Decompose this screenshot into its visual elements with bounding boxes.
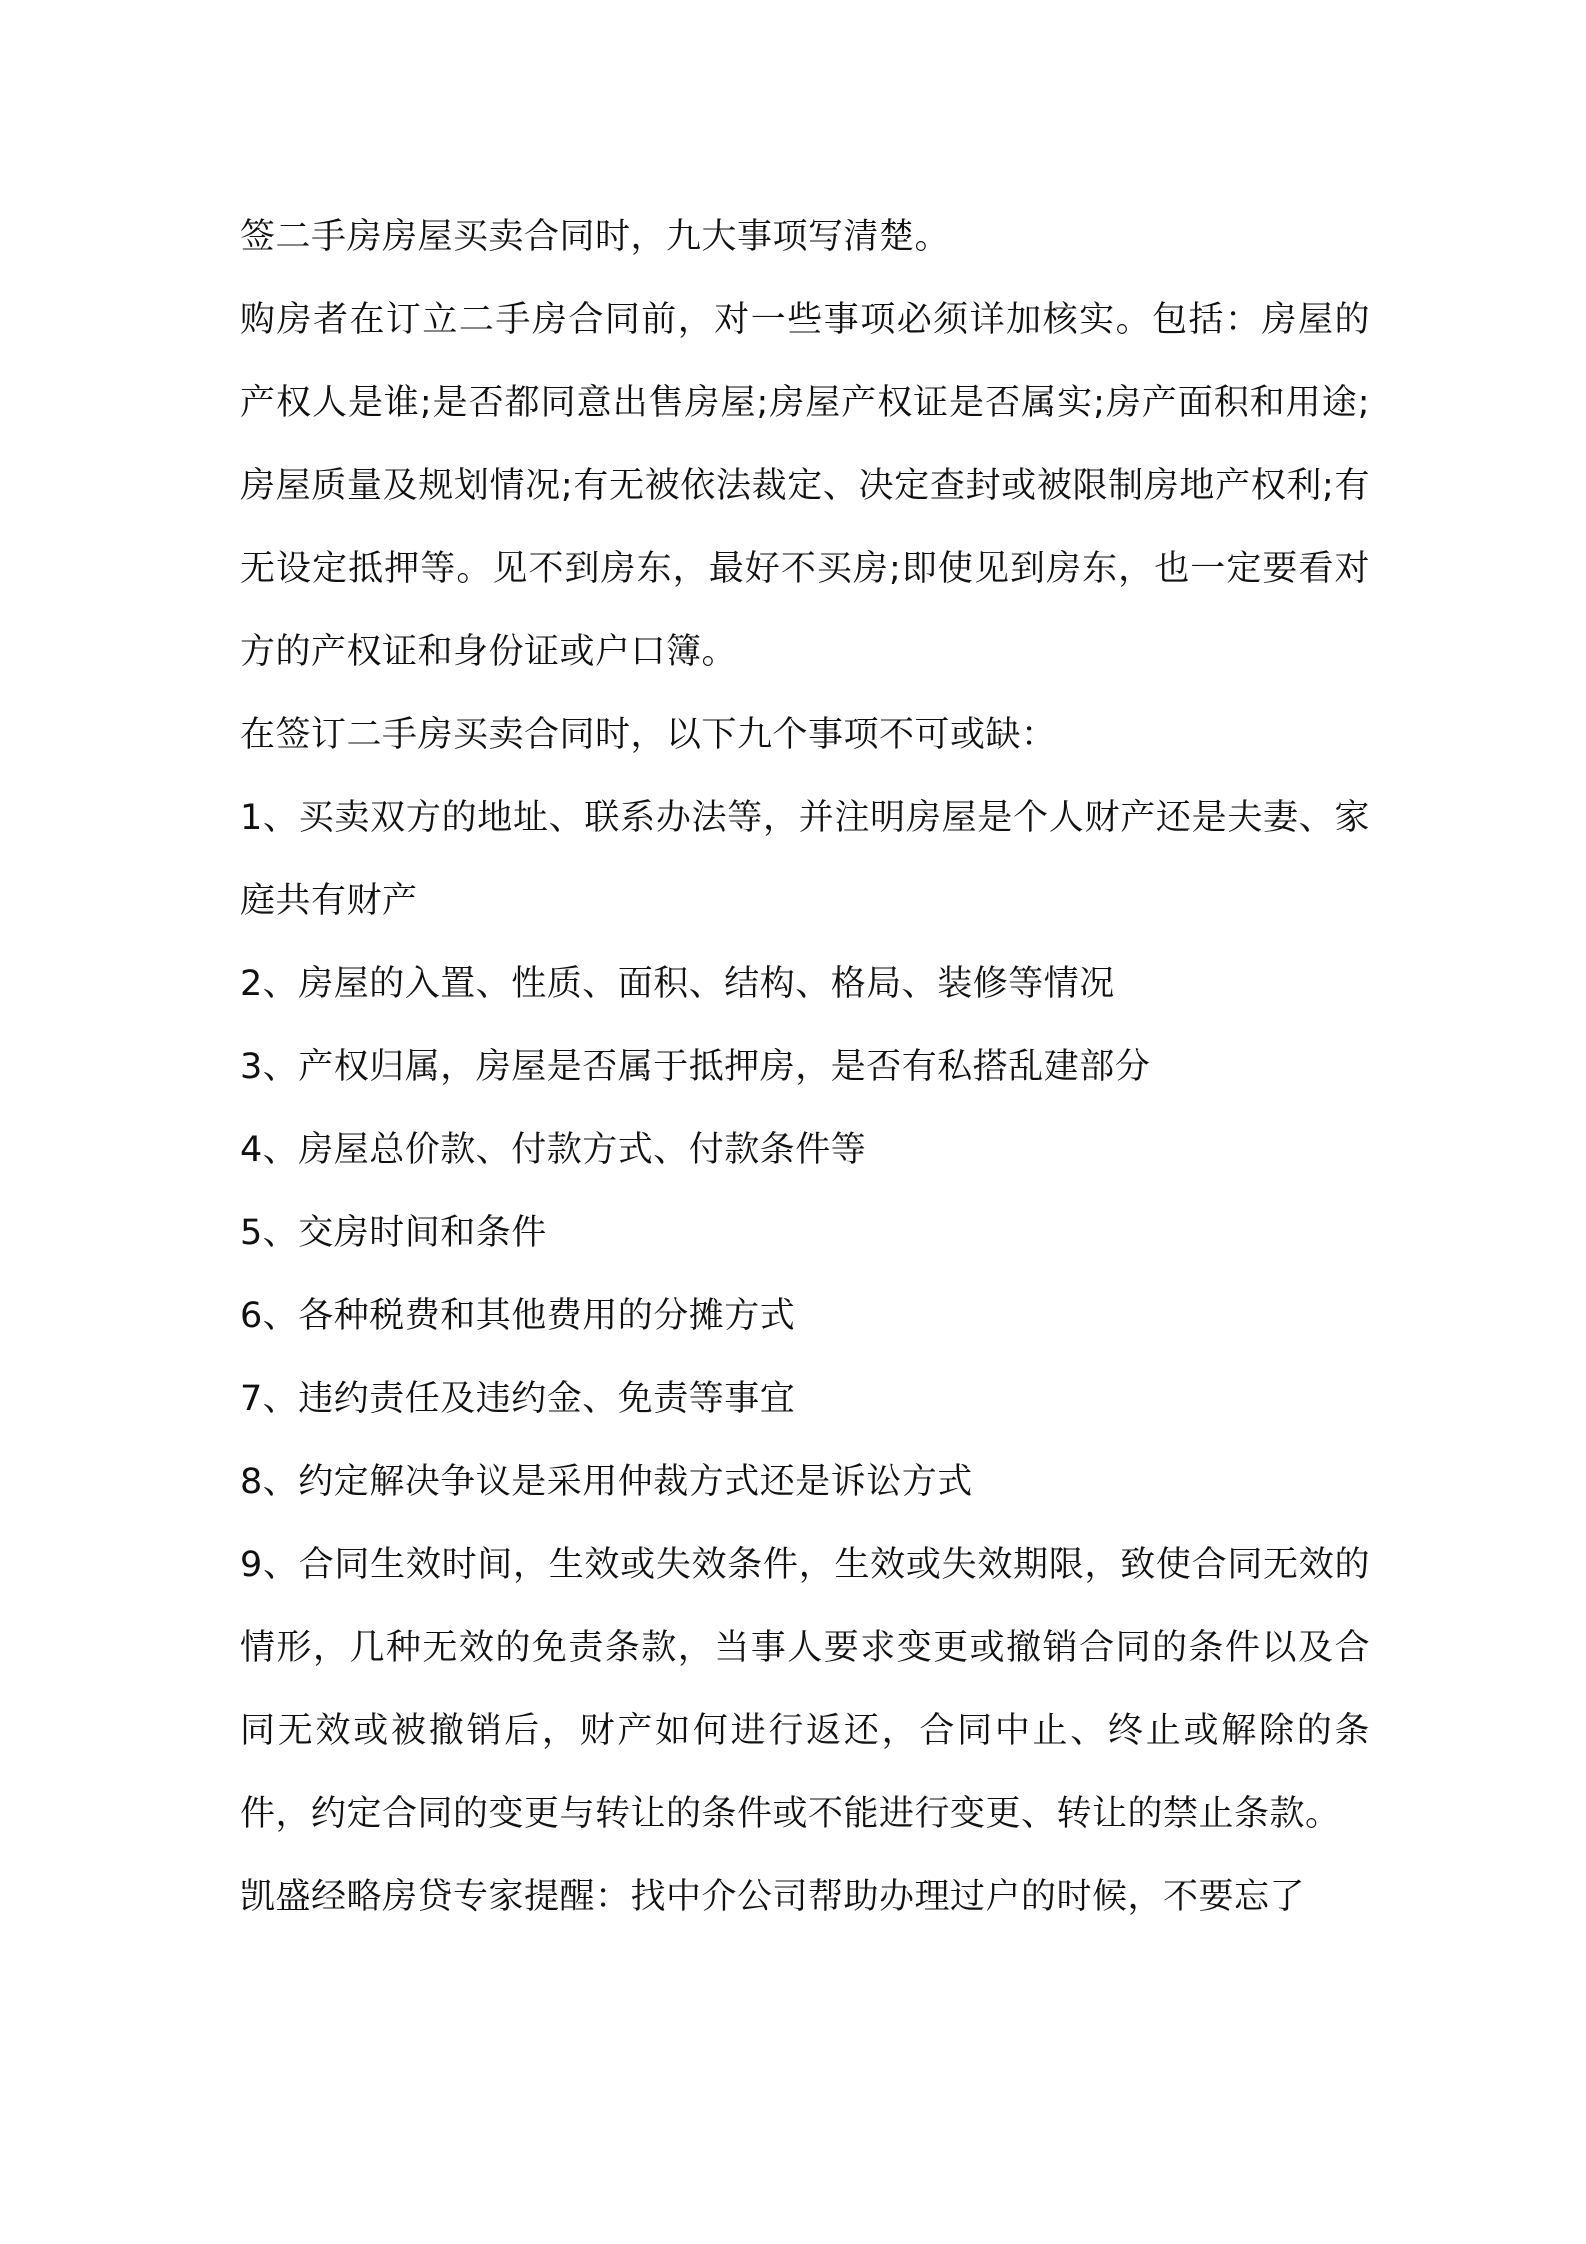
closing-paragraph: 凯盛经略房贷专家提醒：找中介公司帮助办理过户的时候，不要忘了 — [240, 1877, 1306, 1917]
list-item: 2、房屋的入置、性质、面积、结构、格局、装修等情况 — [240, 964, 1115, 1004]
intro-paragraph: 购房者在订立二手房合同前，对一些事项必须详加核实。包括：房屋的产权人是谁;是否都同意出售房屋;房屋产权证是否属实;房产面积和用途;房屋质量及规划情况;有无被依法裁定、决定查封或被限制房地产权利;有无设定抵押等。见不到房东，最好不买房;即使见到房东，也一定要看对方的产权证和身份证或户口簿。 — [240, 300, 1370, 672]
list-heading: 在签订二手房买卖合同时，以下九个事项不可或缺： — [240, 715, 1057, 755]
list-item: 4、房屋总价款、付款方式、付款条件等 — [240, 1130, 867, 1170]
list-item: 3、产权归属，房屋是否属于抵押房，是否有私搭乱建部分 — [240, 1047, 1151, 1087]
document-body — [240, 196, 1370, 1939]
list-item: 1、买卖双方的地址、联系办法等，并注明房屋是个人财产还是夫妻、家庭共有财产 — [240, 798, 1370, 921]
list-item: 9、合同生效时间，生效或失效条件，生效或失效期限，致使合同无效的情形，几种无效的免责条款，当事人要求变更或撤销合同的条件以及合同无效或被撤销后，财产如何进行返还，合同中止、终止或解除的条件，约定合同的变更与转让的条件或不能进行变更、转让的禁止条款。 — [240, 1545, 1370, 1834]
list-item: 8、约定解决争议是采用仲裁方式还是诉讼方式 — [240, 1462, 973, 1502]
document-title: 签二手房房屋买卖合同时，九大事项写清楚。 — [240, 217, 951, 257]
list-item: 5、交房时间和条件 — [240, 1213, 547, 1253]
list-item: 6、各种税费和其他费用的分摊方式 — [240, 1296, 796, 1336]
list-item: 7、违约责任及违约金、免责等事宜 — [240, 1379, 796, 1419]
